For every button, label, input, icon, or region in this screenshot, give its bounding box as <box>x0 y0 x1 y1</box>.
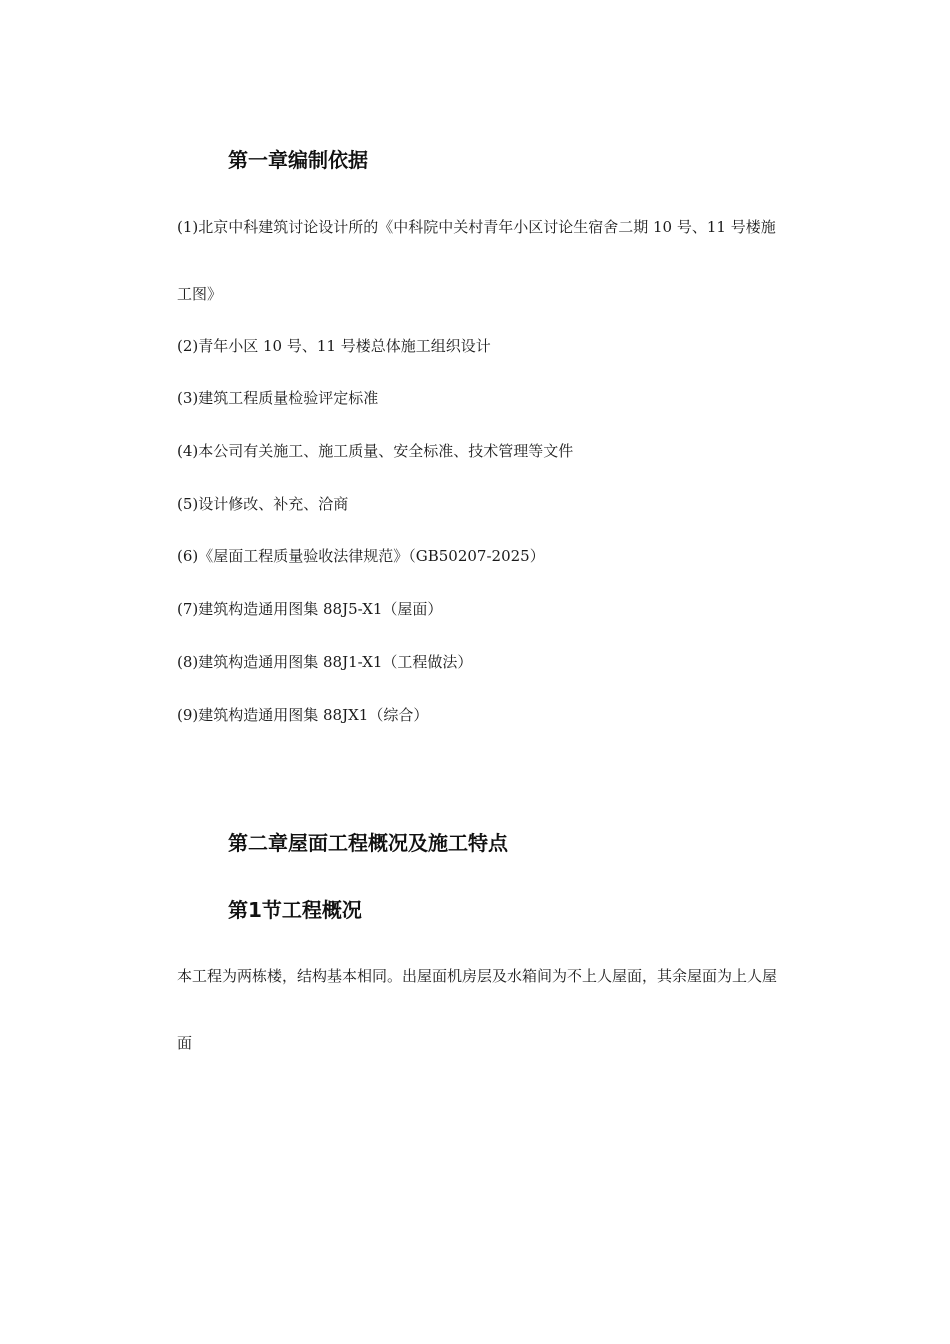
basis-item-5: (5)设计修改、补充、洽商 <box>177 495 349 513</box>
basis-item-2: (2)青年小区 10 号、11 号楼总体施工组织设计 <box>177 337 491 355</box>
overview-paragraph-line-1: 本工程为两栋楼，结构基本相同。出屋面机房层及水箱间为不上人屋面，其余屋面为上人屋 <box>177 967 778 985</box>
overview-paragraph-line-2: 面 <box>177 1034 193 1052</box>
basis-item-4: (4)本公司有关施工、施工质量、安全标准、技术管理等文件 <box>177 442 574 460</box>
basis-item-1: (1)北京中科建筑讨论设计所的《中科院中关村青年小区讨论生宿舍二期 10 号、11 号楼施 <box>177 218 776 236</box>
section-1-title: 第1节工程概况 <box>228 898 362 922</box>
basis-item-8: (8)建筑构造通用图集 88J1-X1（工程做法） <box>177 653 473 671</box>
chapter-2-title: 第二章屋面工程概况及施工特点 <box>228 831 508 855</box>
basis-item-1-continued: 工图》 <box>177 285 223 303</box>
basis-item-3: (3)建筑工程质量检验评定标准 <box>177 389 379 407</box>
basis-item-7: (7)建筑构造通用图集 88J5-X1（屋面） <box>177 600 443 618</box>
chapter-1-title: 第一章编制依据 <box>228 148 368 172</box>
basis-item-6: (6)《屋面工程质量验收法律规范》（GB50207-2025） <box>177 547 545 565</box>
basis-item-9: (9)建筑构造通用图集 88JX1（综合） <box>177 706 429 724</box>
